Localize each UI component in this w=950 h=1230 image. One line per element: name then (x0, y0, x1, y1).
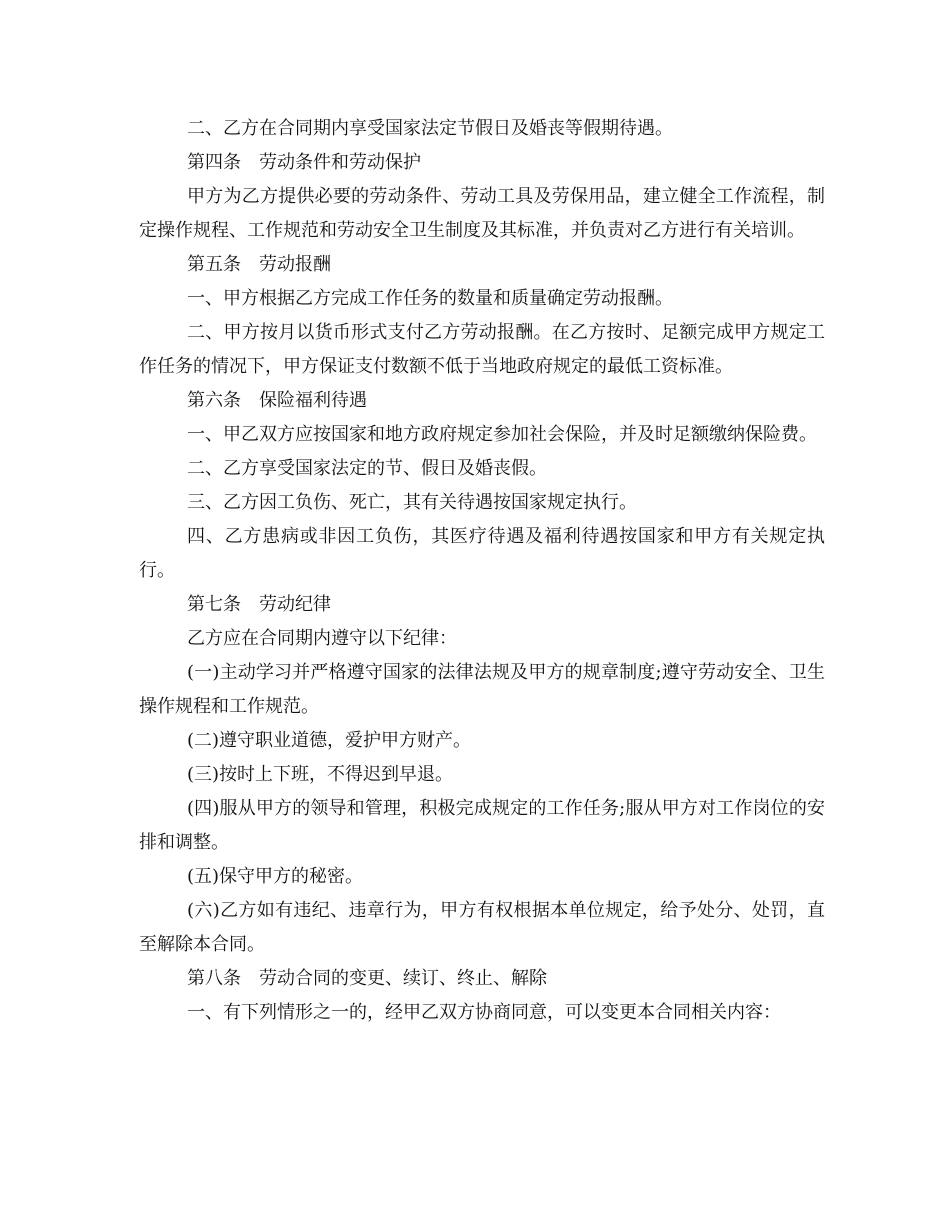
paragraph-insurance-1: 一、甲乙双方应按国家和地方政府规定参加社会保险，并及时足额缴纳保险费。 (187, 424, 817, 445)
paragraph-discipline-5: (五)保守甲方的秘密。 (187, 866, 364, 887)
paragraph-remuneration-1: 一、甲方根据乙方完成工作任务的数量和质量确定劳动报酬。 (187, 288, 673, 309)
paragraph-working-conditions: 甲方为乙方提供必要的劳动条件、劳动工具及劳保用品，建立健全工作流程，制定操作规程、工作规范和劳动安全卫生制度及其标准，并负责对乙方进行有关培训。 (139, 186, 825, 241)
paragraph-holiday-benefits: 二、乙方在合同期内享受国家法定节假日及婚丧等假期待遇。 (187, 118, 673, 139)
paragraph-contract-change: 一、有下列情形之一的，经甲乙双方协商同意，可以变更本合同相关内容： (187, 1002, 781, 1023)
paragraph-discipline-1: (一)主动学习并严格遵守国家的法律法规及甲方的规章制度;遵守劳动安全、卫生操作规程和工作规范。 (139, 662, 825, 717)
heading-article-6: 第六条 保险福利待遇 (187, 390, 367, 411)
heading-article-5: 第五条 劳动报酬 (187, 254, 331, 275)
paragraph-discipline-4: (四)服从甲方的领导和管理，积极完成规定的工作任务;服从甲方对工作岗位的安排和调整。 (139, 798, 825, 853)
paragraph-discipline-3: (三)按时上下班，不得迟到早退。 (187, 764, 454, 785)
paragraph-discipline-2: (二)遵守职业道德，爱护甲方财产。 (187, 730, 472, 751)
paragraph-discipline-intro: 乙方应在合同期内遵守以下纪律： (187, 628, 457, 649)
paragraph-insurance-3: 三、乙方因工负伤、死亡，其有关待遇按国家规定执行。 (187, 492, 637, 513)
paragraph-insurance-2: 二、乙方享受国家法定的节、假日及婚丧假。 (187, 458, 547, 479)
paragraph-discipline-6: (六)乙方如有违纪、违章行为，甲方有权根据本单位规定，给予处分、处罚，直至解除本合同。 (139, 900, 825, 955)
heading-article-4: 第四条 劳动条件和劳动保护 (187, 152, 421, 173)
paragraph-insurance-4: 四、乙方患病或非因工负伤，其医疗待遇及福利待遇按国家和甲方有关规定执行。 (139, 526, 825, 581)
paragraph-remuneration-2: 二、甲方按月以货币形式支付乙方劳动报酬。在乙方按时、足额完成甲方规定工作任务的情况下，甲方保证支付数额不低于当地政府规定的最低工资标准。 (139, 322, 825, 377)
heading-article-7: 第七条 劳动纪律 (187, 594, 331, 615)
heading-article-8: 第八条 劳动合同的变更、续订、终止、解除 (187, 968, 547, 989)
document-body (139, 112, 825, 1030)
